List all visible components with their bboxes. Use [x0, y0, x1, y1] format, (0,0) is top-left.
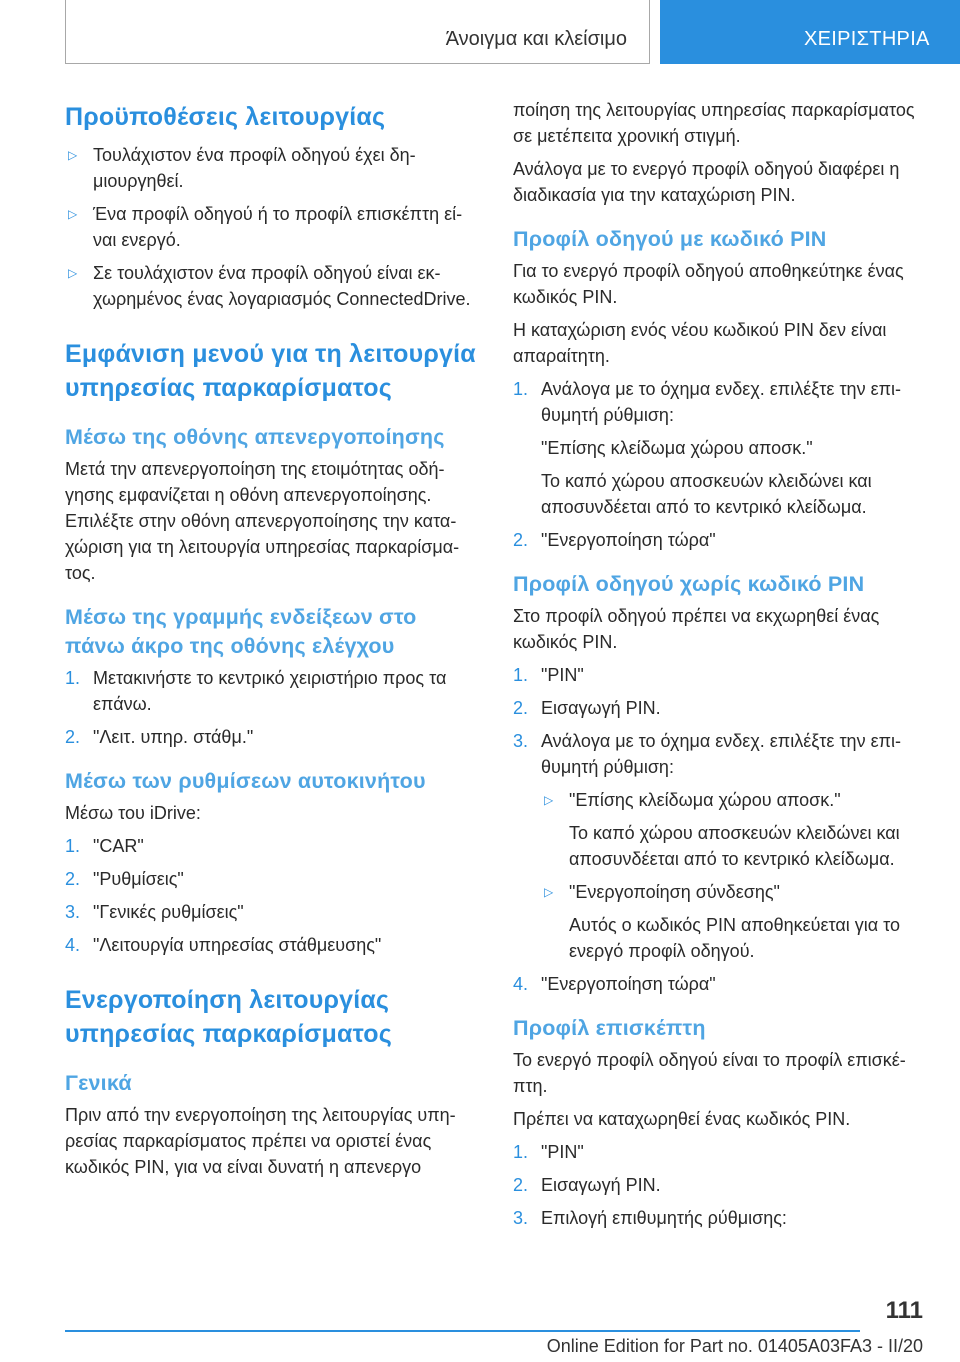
- heading-prerequisites: Προϋποθέσεις λειτουργίας: [65, 103, 386, 131]
- list-item: [65, 724, 477, 750]
- sub-option-item: [541, 879, 925, 905]
- list-item: [513, 1172, 925, 1198]
- list-item: [65, 899, 477, 925]
- heading-via-vehicle-settings: Μέσω των ρυθμίσεων αυτοκινήτου: [65, 769, 426, 793]
- page-number: 111: [885, 1297, 923, 1324]
- step-text: "Γενικές ρυθμίσεις": [93, 902, 244, 922]
- header-section-box: [65, 0, 650, 64]
- prereq-item: [65, 260, 477, 312]
- step-number: 1.: [513, 379, 529, 399]
- option-description: Το καπό χώρου αποσκευών κλειδώνει και αποσυνδέεται από το κεντρικό κλείδωμα.: [541, 471, 872, 517]
- paragraph-general: Πριν από την ενεργοποίηση της λειτουργίας υπηρεσίας παρκαρίσματος πρέπει να οριστεί ένας κωδικός PIN, για να είναι δυνατή η απενεργο: [65, 1105, 456, 1177]
- triangle-bullet-icon: ▷: [68, 148, 78, 162]
- heading-profile-with-pin: Προφίλ οδηγού με κωδικό PIN: [513, 227, 827, 251]
- right-column: [513, 97, 925, 1238]
- step-number: 1.: [65, 836, 81, 856]
- prereq-item: [65, 201, 477, 253]
- heading-via-off-screen: Μέσω της οθόνης απενεργοποίησης: [65, 425, 445, 449]
- step-text: "Ενεργοποίηση τώρα": [541, 530, 716, 550]
- step-number: 4.: [513, 974, 529, 994]
- header-chapter-title: ΧΕΙΡΙΣΤΗΡΙΑ: [804, 28, 930, 50]
- paragraph-continued: ποίηση της λειτουργίας υπηρεσίας παρκαρίσματος σε μετέπειτα χρονική στιγμή.: [513, 100, 915, 146]
- paragraph-depends: Ανάλογα με το ενεργό προφίλ οδηγού διαφέρει η διαδικασία για την καταχώριση PIN.: [513, 159, 900, 205]
- paragraph-guest-active: Το ενεργό προφίλ οδηγού είναι το προφίλ επισκέπτη.: [513, 1050, 906, 1096]
- sub-option-item: [541, 787, 925, 813]
- step-number: 2.: [513, 1175, 529, 1195]
- step-number: 4.: [65, 935, 81, 955]
- prereq-item: [65, 142, 477, 194]
- option-description: Αυτός ο κωδικός PIN αποθηκεύεται για το ενεργό προφίλ οδηγού.: [569, 915, 901, 961]
- step-number: 3.: [513, 1208, 529, 1228]
- step-text: Μετακινήστε το κεντρικό χειριστήριο προς τα επάνω.: [93, 668, 447, 714]
- heading-via-status-bar: Μέσω της γραμμής ενδείξεων στο πάνω άκρο της οθόνης ελέγχου: [65, 605, 417, 658]
- step-number: 2.: [513, 530, 529, 550]
- footer-divider: [65, 1330, 860, 1332]
- footer-edition: Online Edition for Part no. 01405A03FA3 - II/20: [546, 1336, 923, 1356]
- option-description: Το καπό χώρου αποσκευών κλειδώνει και αποσυνδέεται από το κεντρικό κλείδωμα.: [569, 823, 900, 869]
- sub-option-list: [541, 787, 925, 964]
- prereq-text: Σε τουλάχιστον ένα προφίλ οδηγού είναι εκχωρημένος ένας λογαριασμός ConnectedDrive.: [93, 263, 471, 309]
- step-number: 3.: [513, 731, 529, 751]
- step-number: 3.: [65, 902, 81, 922]
- paragraph-idrive: Μέσω του iDrive:: [65, 803, 201, 823]
- list-item: [513, 527, 925, 553]
- list-item: [513, 971, 925, 997]
- list-item: [513, 695, 925, 721]
- step-text: "PIN": [541, 1142, 584, 1162]
- step-number: 1.: [65, 668, 81, 688]
- option-label: "Ενεργοποίηση σύνδεσης": [569, 882, 780, 902]
- triangle-bullet-icon: ▷: [544, 885, 554, 899]
- step-text: "Λειτουργία υπηρεσίας στάθμευσης": [93, 935, 382, 955]
- heading-profile-without-pin: Προφίλ οδηγού χωρίς κωδικό PIN: [513, 572, 865, 596]
- step-number: 2.: [513, 698, 529, 718]
- header-section-title: Άνοιγμα και κλείσιμο: [445, 28, 627, 50]
- prereq-text: Ένα προφίλ οδηγού ή το προφίλ επισκέπτη είναι ενεργό.: [93, 204, 463, 250]
- list-item: [513, 1205, 925, 1231]
- prereq-text: Τουλάχιστον ένα προφίλ οδηγού έχει δημιουργηθεί.: [93, 145, 416, 191]
- triangle-bullet-icon: ▷: [68, 207, 78, 221]
- triangle-bullet-icon: ▷: [68, 266, 78, 280]
- step-text: Επιλογή επιθυμητής ρύθμισης:: [541, 1208, 787, 1228]
- list-item: [65, 833, 477, 859]
- paragraph-pin-saved: Για το ενεργό προφίλ οδηγού αποθηκεύτηκε ένας κωδικός PIN.: [513, 261, 904, 307]
- list-item: [513, 662, 925, 688]
- step-text: Ανάλογα με το όχημα ενδεχ. επιλέξτε την επιθυμητή ρύθμιση:: [541, 731, 902, 777]
- step-number: 1.: [513, 1142, 529, 1162]
- heading-general: Γενικά: [65, 1071, 132, 1095]
- left-column: [65, 100, 477, 1187]
- step-text: "Ενεργοποίηση τώρα": [541, 974, 716, 994]
- list-item: [513, 376, 925, 428]
- step-text: "Λειτ. υπηρ. στάθμ.": [93, 727, 254, 747]
- paragraph-guest-pin: Πρέπει να καταχωρηθεί ένας κωδικός PIN.: [513, 1109, 851, 1129]
- paragraph-pin-not-needed: Η καταχώριση ενός νέου κωδικού PIN δεν είναι απαραίτητη.: [513, 320, 887, 366]
- list-item: [65, 866, 477, 892]
- step-text: "PIN": [541, 665, 584, 685]
- header-chapter-tab: [660, 0, 960, 64]
- heading-activation: Ενεργοποίηση λειτουργίας υπηρεσίας παρκαρίσματος: [65, 986, 392, 1048]
- step-text: "CAR": [93, 836, 144, 856]
- list-item: [513, 728, 925, 780]
- step-number: 1.: [513, 665, 529, 685]
- list-item: [65, 932, 477, 958]
- step-text: Ανάλογα με το όχημα ενδεχ. επιλέξτε την επιθυμητή ρύθμιση:: [541, 379, 902, 425]
- triangle-bullet-icon: ▷: [544, 793, 554, 807]
- heading-show-menu: Εμφάνιση μενού για τη λειτουργία υπηρεσίας παρκαρίσματος: [65, 340, 476, 402]
- step-text: "Ρυθμίσεις": [93, 869, 184, 889]
- list-item: [65, 665, 477, 717]
- list-item: [513, 1139, 925, 1165]
- paragraph-assign-pin: Στο προφίλ οδηγού πρέπει να εκχωρηθεί ένας κωδικός PIN.: [513, 606, 880, 652]
- step-text: Εισαγωγή PIN.: [541, 698, 661, 718]
- heading-guest-profile: Προφίλ επισκέπτη: [513, 1016, 706, 1040]
- step-number: 2.: [65, 727, 81, 747]
- step-text: Εισαγωγή PIN.: [541, 1175, 661, 1195]
- option-label: "Επίσης κλείδωμα χώρου αποσκ.": [541, 438, 813, 458]
- step-number: 2.: [65, 869, 81, 889]
- paragraph-off-screen: Μετά την απενεργοποίηση της ετοιμότητας οδήγησης εμφανίζεται η οθόνη απενεργοποίησης. Επιλέξτε στην οθόνη απενεργοποίησης την καταχώριση για τη λειτουργία υπηρεσίας παρκαρίσματος.: [65, 459, 460, 583]
- option-label: "Επίσης κλείδωμα χώρου αποσκ.": [569, 790, 841, 810]
